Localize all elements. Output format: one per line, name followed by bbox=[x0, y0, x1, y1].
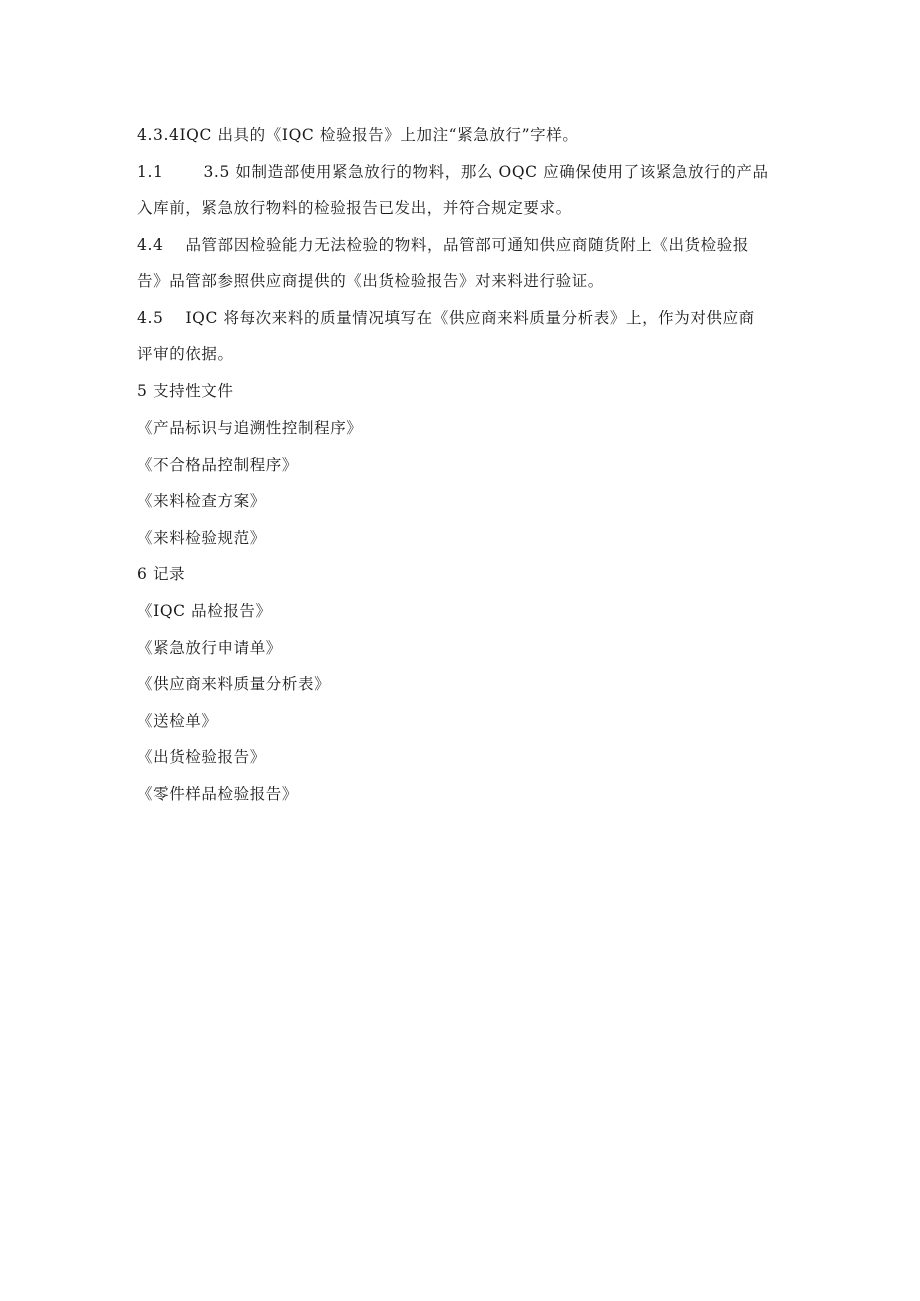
clause-number: 4.4 bbox=[137, 236, 164, 254]
record-item: 《送检单》 bbox=[137, 712, 218, 730]
clause-4-5-line-1 bbox=[137, 308, 755, 328]
supporting-doc-item: 《产品标识与追溯性控制程序》 bbox=[137, 419, 363, 437]
section-heading-records: 6 记录 bbox=[137, 565, 186, 583]
record-item: 《IQC 品检报告》 bbox=[137, 602, 272, 620]
supporting-doc-item: 《不合格品控制程序》 bbox=[137, 456, 299, 474]
clause-text: 3.5 如制造部使用紧急放行的物料，那么 OQC 应确保使用了该紧急放行的产品 bbox=[203, 163, 769, 181]
clause-text: 品管部因检验能力无法检验的物料，品管部可通知供应商随货附上《出货检验报 bbox=[185, 236, 749, 254]
record-item: 《出货检验报告》 bbox=[137, 748, 266, 766]
clause-4-4-line-1 bbox=[137, 235, 749, 255]
supporting-doc-item: 《来料检验规范》 bbox=[137, 529, 266, 547]
clause-4-3-4: 4.3.4IQC 出具的《IQC 检验报告》上加注“紧急放行”字样。 bbox=[137, 126, 579, 144]
clause-1-1-line-2: 入库前，紧急放行物料的检验报告已发出，并符合规定要求。 bbox=[137, 199, 572, 217]
clause-text: IQC 将每次来料的质量情况填写在《供应商来料质量分析表》上，作为对供应商 bbox=[185, 309, 755, 327]
clause-4-4-line-2: 告》品管部参照供应商提供的《出货检验报告》对来料进行验证。 bbox=[137, 272, 604, 290]
record-item: 《紧急放行申请单》 bbox=[137, 639, 282, 657]
clause-number: 4.5 bbox=[137, 309, 164, 327]
record-item: 《零件样品检验报告》 bbox=[137, 785, 299, 803]
clause-4-5-line-2: 评审的依据。 bbox=[137, 345, 234, 363]
clause-number: 1.1 bbox=[137, 163, 164, 181]
clause-1-1-line-1 bbox=[137, 162, 769, 182]
record-item: 《供应商来料质量分析表》 bbox=[137, 675, 331, 693]
supporting-doc-item: 《来料检查方案》 bbox=[137, 492, 266, 510]
section-heading-supporting-docs: 5 支持性文件 bbox=[137, 382, 234, 400]
